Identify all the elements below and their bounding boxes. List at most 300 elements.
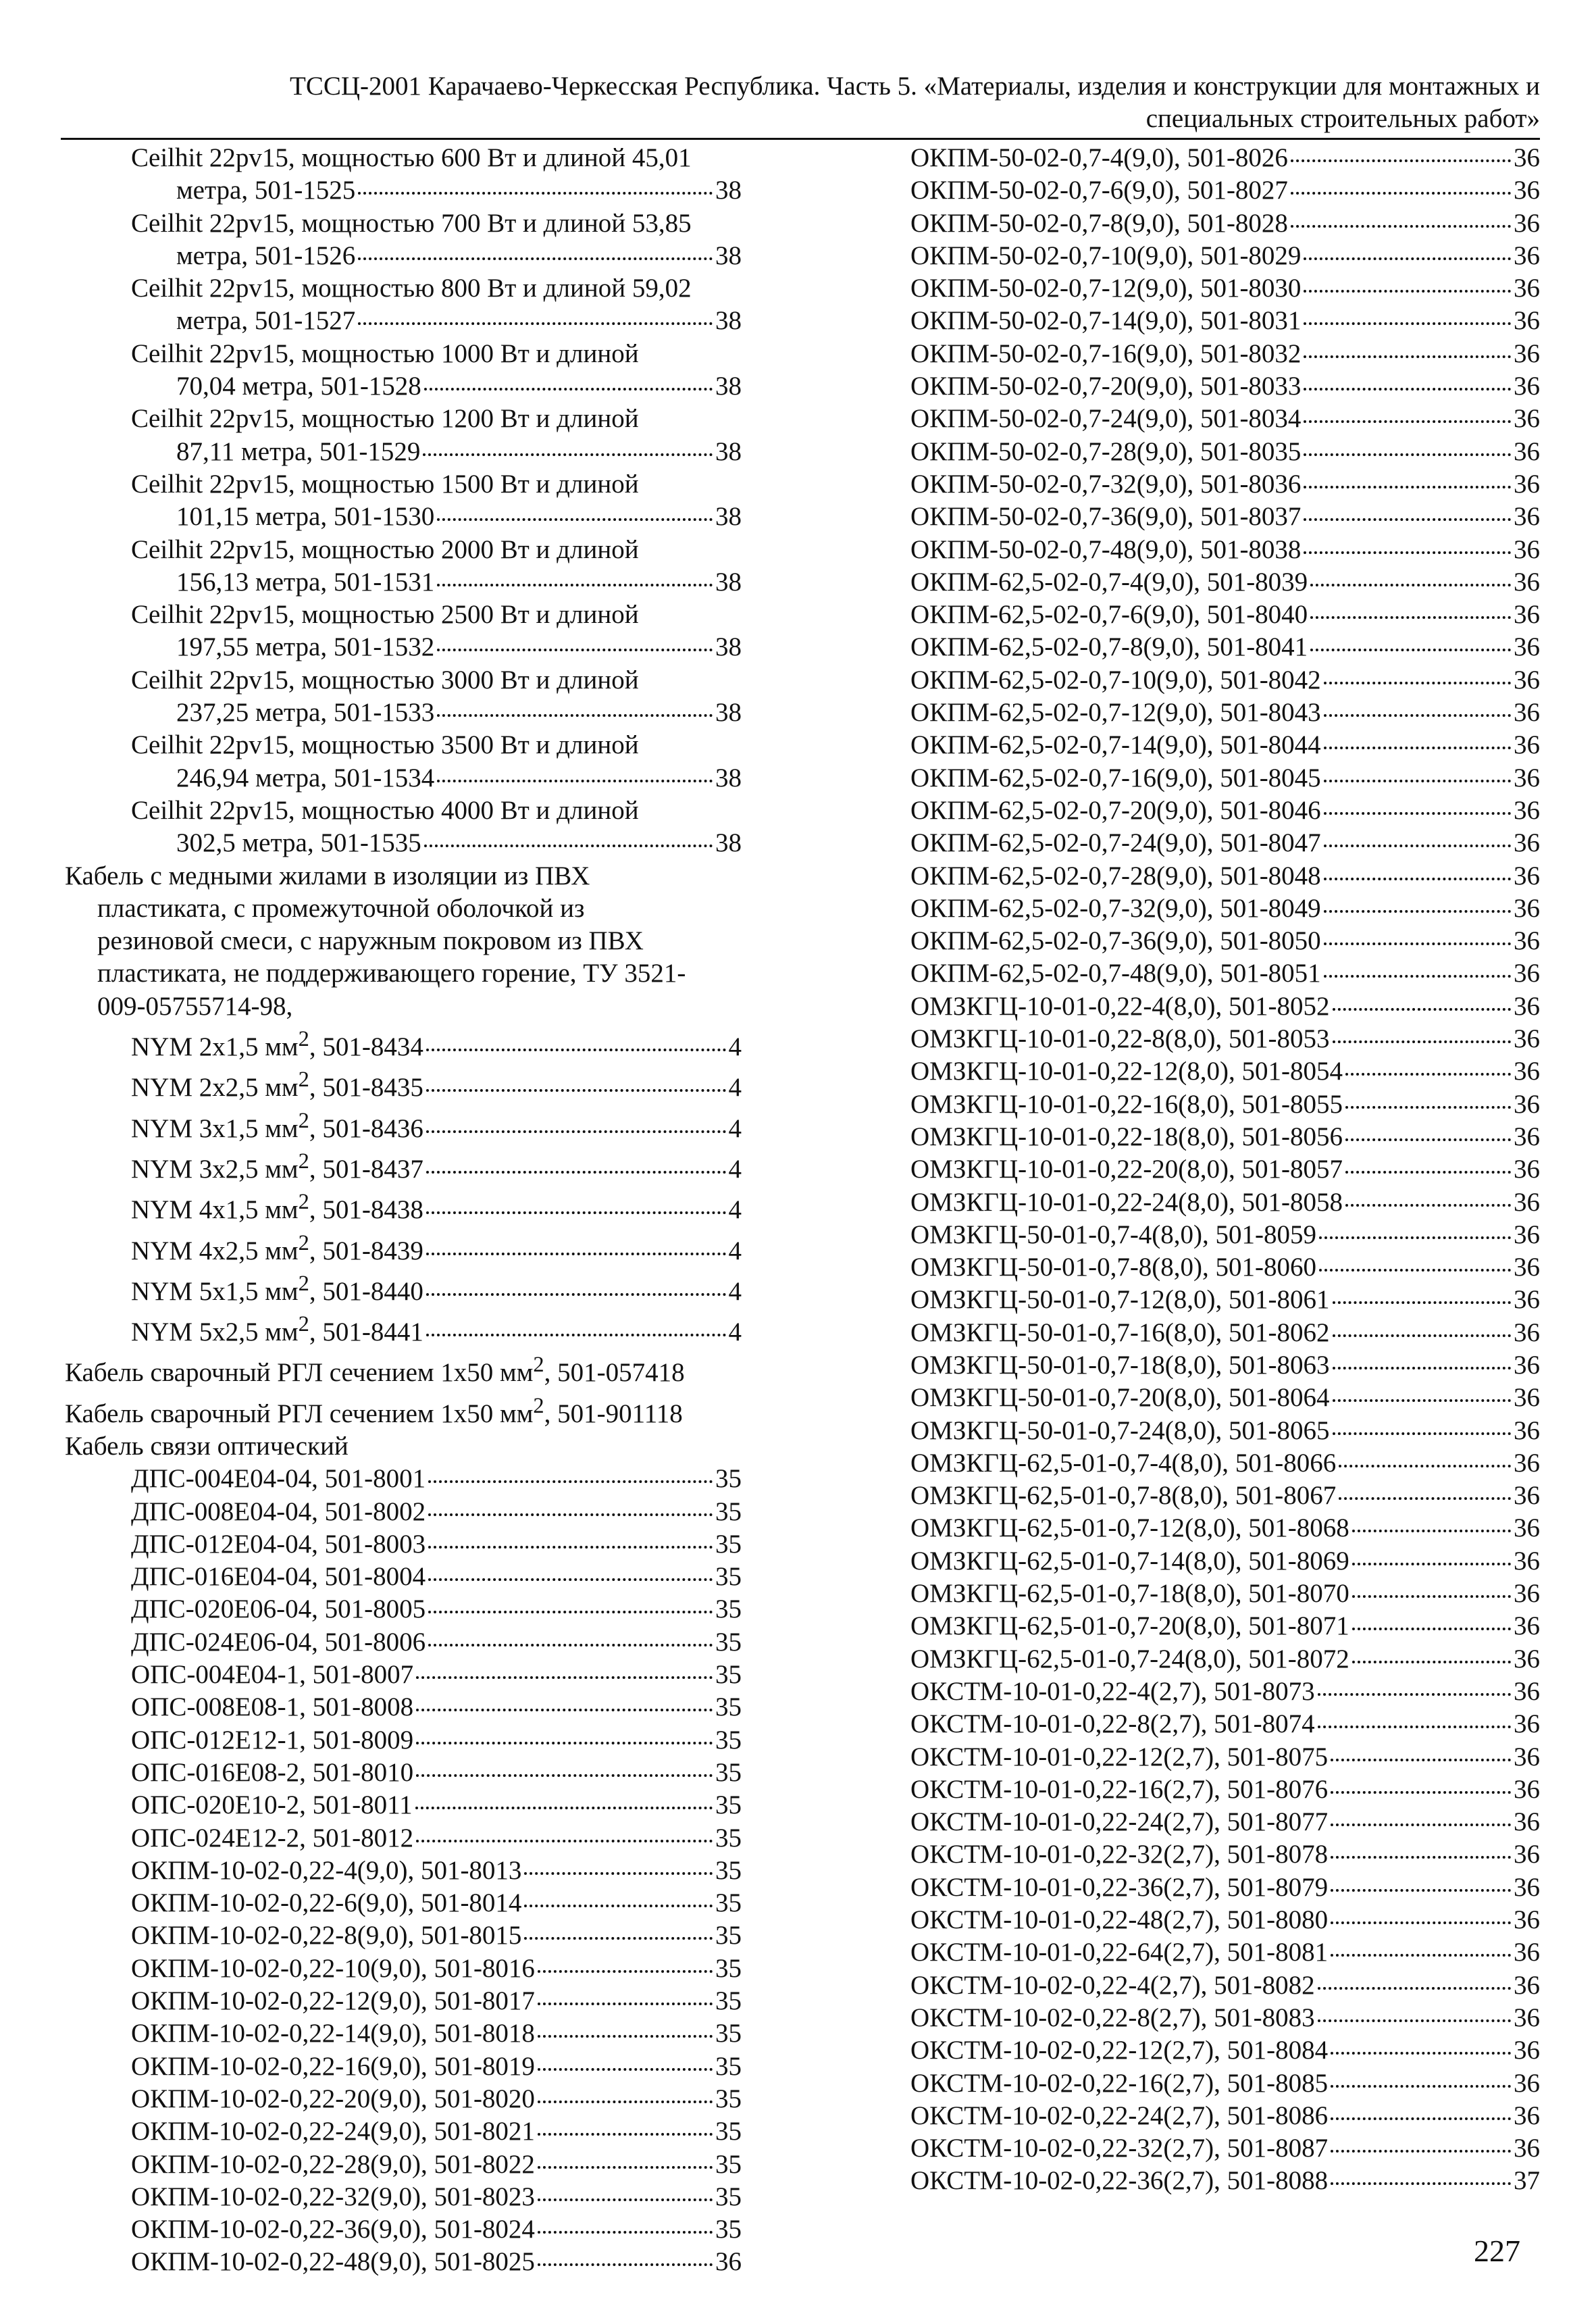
entry-page: 37 bbox=[1514, 2166, 1540, 2196]
entry-name bbox=[910, 207, 1288, 240]
entry-name bbox=[910, 599, 1308, 631]
entry-name-text: ОКПМ-50-02-0,7-28(9,0), 501-8035 bbox=[910, 436, 1302, 466]
entry-page: 35 bbox=[715, 2019, 742, 2048]
entry-name bbox=[910, 664, 1321, 697]
entry-name bbox=[131, 1822, 413, 1855]
entry-page: 36 bbox=[1514, 1024, 1540, 1054]
entry-name bbox=[910, 892, 1321, 925]
entry-page: 35 bbox=[715, 2051, 742, 2081]
entry-page: 36 bbox=[1514, 1057, 1540, 1086]
dot-leader bbox=[1310, 616, 1511, 619]
index-entry bbox=[65, 1626, 742, 1659]
page-header bbox=[61, 70, 1540, 135]
dot-leader bbox=[1345, 1171, 1511, 1174]
dot-leader bbox=[1291, 159, 1511, 162]
index-entry bbox=[910, 664, 1540, 697]
header-line-2: специальных строительных работ» bbox=[1145, 104, 1540, 133]
dot-leader bbox=[1324, 845, 1511, 847]
index-entry bbox=[910, 1969, 1540, 2002]
index-entry bbox=[910, 1741, 1540, 1774]
superscript: 2 bbox=[298, 1149, 309, 1174]
entry-name-text: ОКСТМ-10-02-0,22-24(2,7), 501-8086 bbox=[910, 2101, 1329, 2130]
entry-tail: 70,04 метра, 501-1528 bbox=[176, 372, 421, 401]
index-entry bbox=[910, 207, 1540, 240]
entry-tail: 237,25 метра, 501-1533 bbox=[176, 698, 435, 728]
entry-page: 36 bbox=[1514, 1415, 1540, 1445]
entry-text: Кабель сварочный РГЛ сечением 1x50 мм bbox=[65, 1358, 534, 1388]
index-entry bbox=[910, 860, 1540, 892]
entry-name-text: ОКСТМ-10-01-0,22-64(2,7), 501-8081 bbox=[910, 1938, 1329, 1967]
index-entry bbox=[65, 2246, 742, 2278]
entry-name-text: ОПС-016Е08-2, 501-8010 bbox=[131, 1757, 414, 1787]
entry-page: 36 bbox=[1514, 1285, 1540, 1315]
index-entry bbox=[910, 1676, 1540, 1708]
dot-leader bbox=[1304, 551, 1511, 554]
heading-line: 009-05755714-98, bbox=[97, 991, 293, 1021]
dot-leader bbox=[538, 2166, 713, 2169]
entry-name bbox=[910, 272, 1301, 305]
entry-name-text: ОКПМ-62,5-02-0,7-24(9,0), 501-8047 bbox=[910, 828, 1321, 858]
entry-page: 35 bbox=[715, 1823, 742, 1853]
entry-page: 36 bbox=[1514, 632, 1540, 662]
superscript: 2 bbox=[298, 1190, 309, 1215]
welding-entry-list bbox=[65, 1349, 742, 1430]
entry-page: 4 bbox=[728, 1113, 742, 1143]
entry-name-text: ОПС-012Е12-1, 501-8009 bbox=[131, 1725, 414, 1755]
entry-page: 36 bbox=[1514, 274, 1540, 303]
entry-name-text: ОКПМ-62,5-02-0,7-20(9,0), 501-8046 bbox=[910, 795, 1321, 825]
entry-page: 36 bbox=[1514, 1122, 1540, 1151]
entry-name-text: ОПС-008Е08-1, 501-8008 bbox=[131, 1692, 414, 1722]
dot-leader bbox=[437, 780, 713, 782]
entry-page: 36 bbox=[1514, 1513, 1540, 1543]
index-entry bbox=[65, 762, 742, 795]
entry-page: 36 bbox=[1514, 306, 1540, 336]
index-entry bbox=[910, 795, 1540, 827]
entry-name-text: ОМЗКГЦ-10-01-0,22-4(8,0), 501-8052 bbox=[910, 991, 1330, 1021]
dot-leader bbox=[538, 2003, 713, 2005]
entry-name bbox=[910, 1480, 1336, 1512]
entry-page: 38 bbox=[715, 567, 742, 597]
dot-leader bbox=[1304, 322, 1511, 325]
dot-leader bbox=[426, 1089, 726, 1092]
entry-name-text: ОКПМ-62,5-02-0,7-12(9,0), 501-8043 bbox=[910, 698, 1321, 728]
entry-name bbox=[131, 1023, 423, 1063]
index-entry bbox=[910, 174, 1540, 207]
entry-page: 36 bbox=[1514, 1481, 1540, 1511]
index-entry bbox=[65, 1267, 742, 1308]
entry-title: Ceilhit 22pv15, мощностью 1200 Вт и длиной bbox=[131, 404, 639, 434]
entry-name bbox=[131, 1789, 413, 1821]
entry-page: 4 bbox=[728, 1317, 742, 1347]
entry-page: 38 bbox=[715, 502, 742, 532]
entry-name-text: ОКПМ-50-02-0,7-48(9,0), 501-8038 bbox=[910, 534, 1302, 564]
entry-name bbox=[910, 1447, 1336, 1480]
entry-title: Ceilhit 22pv15, мощностью 2000 Вт и длиной bbox=[131, 534, 639, 564]
index-entry bbox=[65, 1822, 742, 1855]
entry-page: 36 bbox=[1514, 730, 1540, 760]
entry-page: 38 bbox=[715, 828, 742, 858]
dot-leader bbox=[1345, 1073, 1511, 1076]
entry-name bbox=[910, 468, 1301, 501]
entry-name bbox=[910, 174, 1288, 207]
entry-page: 36 bbox=[1514, 1676, 1540, 1706]
index-entry bbox=[910, 1415, 1540, 1447]
entry-page: 36 bbox=[1514, 1187, 1540, 1217]
index-entry bbox=[910, 1023, 1540, 1055]
index-entry bbox=[65, 305, 742, 337]
entry-page: 36 bbox=[1514, 1742, 1540, 1771]
page-number: 227 bbox=[1474, 2234, 1520, 2268]
entry-title: Ceilhit 22pv15, мощностью 1000 Вт и длиной bbox=[131, 338, 639, 368]
entry-page: 36 bbox=[1514, 893, 1540, 923]
entry-name-text: ОКПМ-10-02-0,22-16(9,0), 501-8019 bbox=[131, 2051, 535, 2081]
dot-leader bbox=[1331, 1759, 1511, 1761]
entry-name bbox=[910, 762, 1321, 795]
dot-leader bbox=[1324, 878, 1511, 880]
entry-name-text: ДПС-024Е06-04, 501-8006 bbox=[131, 1627, 426, 1657]
entry-name-text: NYM 3x2,5 мм bbox=[131, 1154, 299, 1184]
entry-page: 35 bbox=[715, 1562, 742, 1592]
entry-page: 36 bbox=[1514, 567, 1540, 597]
index-entry bbox=[65, 1724, 742, 1757]
dot-leader bbox=[1291, 192, 1511, 195]
entry-name-text: ОКСТМ-10-01-0,22-16(2,7), 501-8076 bbox=[910, 1774, 1329, 1804]
entry-name bbox=[910, 1415, 1330, 1447]
index-entry bbox=[910, 729, 1540, 761]
index-entry bbox=[65, 1757, 742, 1789]
ceilhit-entry-list bbox=[65, 142, 742, 860]
entry-page: 35 bbox=[715, 1790, 742, 1820]
entry-name bbox=[131, 1561, 426, 1593]
dot-leader bbox=[424, 388, 713, 391]
entry-page: 36 bbox=[1514, 2068, 1540, 2098]
dot-leader bbox=[1339, 1465, 1511, 1467]
entry-name-text: ОКСТМ-10-01-0,22-48(2,7), 501-8080 bbox=[910, 1905, 1329, 1935]
entry-name bbox=[910, 860, 1321, 892]
entry-name-text: ОПС-004Е04-1, 501-8007 bbox=[131, 1660, 414, 1690]
index-entry bbox=[910, 1774, 1540, 1806]
index-entry bbox=[910, 1545, 1540, 1578]
entry-name bbox=[131, 2246, 535, 2278]
entry-name-text: NYM 3x1,5 мм bbox=[131, 1113, 299, 1143]
entry-name-text: ОКПМ-50-02-0,7-10(9,0), 501-8029 bbox=[910, 241, 1302, 270]
entry-name-text: ОМЗКГЦ-62,5-01-0,7-20(8,0), 501-8071 bbox=[910, 1611, 1349, 1641]
index-entry bbox=[65, 174, 742, 207]
entry-name-text: ОМЗКГЦ-50-01-0,7-12(8,0), 501-8061 bbox=[910, 1285, 1330, 1315]
dot-leader bbox=[358, 322, 713, 325]
entry-name-text: ОКСТМ-10-01-0,22-24(2,7), 501-8077 bbox=[910, 1807, 1329, 1837]
index-right-column bbox=[910, 142, 1540, 2198]
entry-name-text: ОКПМ-10-02-0,22-36(9,0), 501-8024 bbox=[131, 2215, 535, 2244]
dot-leader bbox=[1331, 1823, 1511, 1826]
entry-name-text: ДПС-004Е04-04, 501-8001 bbox=[131, 1464, 426, 1494]
dot-leader bbox=[426, 1293, 726, 1296]
dot-leader bbox=[426, 1049, 726, 1051]
superscript: 2 bbox=[533, 1353, 544, 1378]
entry-name bbox=[176, 436, 420, 468]
index-entry bbox=[910, 2100, 1540, 2132]
entry-name-text: ОКПМ-10-02-0,22-10(9,0), 501-8016 bbox=[131, 1953, 535, 1983]
entry-page: 36 bbox=[1514, 1872, 1540, 1902]
entry-name bbox=[131, 1724, 413, 1757]
dot-leader bbox=[1331, 1889, 1511, 1892]
entry-page: 36 bbox=[1514, 1709, 1540, 1739]
cable-heading bbox=[65, 860, 742, 1023]
index-entry bbox=[910, 272, 1540, 305]
dot-leader bbox=[1333, 1334, 1511, 1337]
entry-page: 36 bbox=[1514, 600, 1540, 630]
entry-page: 38 bbox=[715, 372, 742, 401]
index-entry bbox=[910, 990, 1540, 1023]
entry-name-text: ОМЗКГЦ-10-01-0,22-24(8,0), 501-8058 bbox=[910, 1187, 1343, 1217]
dot-leader bbox=[437, 518, 713, 521]
entry-name bbox=[176, 762, 434, 795]
entry-name-text: ОМЗКГЦ-50-01-0,7-20(8,0), 501-8064 bbox=[910, 1383, 1330, 1413]
dot-leader bbox=[1324, 747, 1511, 749]
dot-leader bbox=[538, 1970, 713, 1973]
dot-leader bbox=[1331, 1791, 1511, 1794]
entry-name-text: ОМЗКГЦ-10-01-0,22-18(8,0), 501-8056 bbox=[910, 1122, 1343, 1151]
entry-page: 36 bbox=[1514, 436, 1540, 466]
entry-page: 36 bbox=[1514, 1905, 1540, 1935]
index-entry bbox=[910, 957, 1540, 990]
entry-name-text: ОКСТМ-10-02-0,22-8(2,7), 501-8083 bbox=[910, 2003, 1315, 2032]
entry-page: 36 bbox=[1514, 795, 1540, 825]
index-entry bbox=[910, 1806, 1540, 1838]
entry-name bbox=[910, 338, 1301, 370]
index-entry bbox=[910, 1838, 1540, 1871]
entry-page: 36 bbox=[1514, 404, 1540, 434]
heading-line: пластиката, с промежуточной оболочкой из bbox=[97, 893, 585, 923]
index-entry bbox=[910, 631, 1540, 663]
dot-leader bbox=[415, 1807, 713, 1809]
entry-name bbox=[131, 1985, 535, 2017]
entry-page: 36 bbox=[1514, 763, 1540, 793]
entry-name bbox=[131, 1919, 521, 1952]
dot-leader bbox=[428, 1611, 713, 1613]
entry-title: Ceilhit 22pv15, мощностью 4000 Вт и длиной bbox=[131, 795, 639, 825]
entry-name bbox=[910, 1284, 1330, 1316]
entry-name-text: ОМЗКГЦ-62,5-01-0,7-14(8,0), 501-8069 bbox=[910, 1546, 1349, 1576]
index-entry bbox=[65, 631, 742, 663]
entry-name bbox=[176, 501, 434, 533]
index-entry bbox=[65, 2181, 742, 2213]
index-entry bbox=[910, 1317, 1540, 1349]
entry-page: 36 bbox=[1514, 208, 1540, 238]
dot-leader bbox=[1333, 1008, 1511, 1011]
entry-name bbox=[131, 1227, 423, 1267]
index-entry bbox=[65, 240, 742, 272]
entry-name bbox=[910, 1578, 1349, 1610]
entry-code: , 501-8441 bbox=[309, 1317, 423, 1347]
entry-name-text: ОКСТМ-10-02-0,22-12(2,7), 501-8084 bbox=[910, 2036, 1329, 2065]
entry-page: 35 bbox=[715, 1692, 742, 1722]
entry-page: 4 bbox=[728, 1236, 742, 1265]
index-entry bbox=[910, 1284, 1540, 1316]
index-entry bbox=[910, 762, 1540, 795]
entry-name-text: ДПС-008Е04-04, 501-8002 bbox=[131, 1496, 426, 1526]
entry-title: Ceilhit 22pv15, мощностью 1500 Вт и длиной bbox=[131, 469, 639, 499]
superscript: 2 bbox=[298, 1312, 309, 1337]
entry-code: , 501-8436 bbox=[309, 1113, 423, 1143]
dot-leader bbox=[1319, 1269, 1511, 1272]
entry-name-text: NYM 5x1,5 мм bbox=[131, 1276, 299, 1306]
superscript: 2 bbox=[298, 1027, 309, 1052]
entry-name-text: ОКПМ-10-02-0,22-4(9,0), 501-8013 bbox=[131, 1855, 522, 1885]
entry-name-text: ОКПМ-50-02-0,7-12(9,0), 501-8030 bbox=[910, 274, 1302, 303]
entry-name bbox=[131, 1593, 426, 1626]
index-entry bbox=[65, 1887, 742, 1919]
entry-page: 36 bbox=[1514, 1089, 1540, 1119]
entry-name bbox=[131, 1659, 413, 1691]
dot-leader bbox=[1352, 1530, 1511, 1532]
index-entry bbox=[910, 1610, 1540, 1642]
entry-page: 36 bbox=[1514, 469, 1540, 499]
index-entry bbox=[65, 697, 742, 729]
dot-leader bbox=[1345, 1204, 1511, 1207]
entry-page: 35 bbox=[715, 1627, 742, 1657]
nym-entry-list bbox=[65, 1023, 742, 1349]
entry-name bbox=[131, 1757, 413, 1789]
entry-name bbox=[910, 1186, 1343, 1219]
index-entry bbox=[65, 566, 742, 599]
dot-leader bbox=[428, 1578, 713, 1581]
dot-leader bbox=[1304, 518, 1511, 521]
welding-entry bbox=[65, 1349, 742, 1389]
index-entry bbox=[910, 1251, 1540, 1284]
entry-page: 36 bbox=[715, 2247, 742, 2277]
dot-leader bbox=[1310, 649, 1511, 651]
entry-name bbox=[910, 2034, 1328, 2067]
entry-name bbox=[131, 2115, 535, 2148]
entry-name bbox=[131, 1145, 423, 1186]
entry-page: 35 bbox=[715, 1529, 742, 1559]
entry-name bbox=[910, 795, 1321, 827]
index-entry bbox=[910, 1643, 1540, 1676]
index-entry bbox=[65, 370, 742, 403]
dot-leader bbox=[426, 1253, 726, 1255]
entry-name bbox=[131, 2213, 535, 2246]
entry-name-text: ОМЗКГЦ-62,5-01-0,7-4(8,0), 501-8066 bbox=[910, 1448, 1337, 1478]
index-entry bbox=[65, 1463, 742, 1495]
entry-name-text: ОКПМ-62,5-02-0,7-14(9,0), 501-8044 bbox=[910, 730, 1321, 760]
entry-name bbox=[910, 697, 1321, 729]
index-entry bbox=[910, 501, 1540, 533]
entry-name bbox=[910, 2165, 1328, 2197]
entry-tail: метра, 501-1525 bbox=[176, 176, 356, 205]
entry-name bbox=[910, 501, 1301, 533]
entry-name-text: ОКПМ-62,5-02-0,7-28(9,0), 501-8048 bbox=[910, 861, 1321, 890]
entry-page: 36 bbox=[1514, 372, 1540, 401]
superscript: 2 bbox=[298, 1230, 309, 1255]
index-entry bbox=[910, 925, 1540, 957]
entry-name bbox=[910, 1219, 1316, 1251]
entry-name-text: ОМЗКГЦ-62,5-01-0,7-24(8,0), 501-8072 bbox=[910, 1644, 1349, 1674]
entry-name bbox=[131, 2017, 535, 2050]
entry-page: 36 bbox=[1514, 2101, 1540, 2130]
index-entry bbox=[65, 1953, 742, 1985]
entry-page: 36 bbox=[1514, 1970, 1540, 2000]
index-entry bbox=[910, 1121, 1540, 1153]
entry-name-text: ДПС-016Е04-04, 501-8004 bbox=[131, 1562, 426, 1592]
dot-leader bbox=[416, 1774, 713, 1777]
dot-leader bbox=[426, 1334, 726, 1336]
entry-page: 38 bbox=[715, 306, 742, 336]
index-entry bbox=[910, 1578, 1540, 1610]
index-entry bbox=[910, 2067, 1540, 2100]
entry-page: 35 bbox=[715, 1855, 742, 1885]
entry-page: 36 bbox=[1514, 959, 1540, 988]
entry-name-text: ОКСТМ-10-01-0,22-12(2,7), 501-8075 bbox=[910, 1742, 1329, 1771]
entry-page: 36 bbox=[1514, 1350, 1540, 1380]
index-entry bbox=[910, 566, 1540, 599]
entry-page: 35 bbox=[715, 2215, 742, 2244]
index-entry bbox=[910, 1708, 1540, 1740]
dot-leader bbox=[524, 1937, 713, 1940]
entry-code: , 501-8440 bbox=[309, 1276, 423, 1306]
entry-name-text: ОКСТМ-10-02-0,22-4(2,7), 501-8082 bbox=[910, 1970, 1315, 2000]
entry-name-text: ОКПМ-62,5-02-0,7-6(9,0), 501-8040 bbox=[910, 600, 1308, 630]
index-entry bbox=[65, 1691, 742, 1724]
header-line-1: ТССЦ-2001 Карачаево-Черкесская Республика. Часть 5. «Материалы, изделия и конструкции для монтажных и bbox=[290, 72, 1540, 101]
entry-name bbox=[910, 534, 1301, 566]
entry-tail: 246,94 метра, 501-1534 bbox=[176, 763, 435, 793]
entry-name-text: ОКПМ-50-02-0,7-24(9,0), 501-8034 bbox=[910, 404, 1302, 434]
entry-name bbox=[176, 370, 421, 403]
entry-name-text: ОКПМ-62,5-02-0,7-16(9,0), 501-8045 bbox=[910, 763, 1321, 793]
dot-leader bbox=[1304, 420, 1511, 423]
index-entry bbox=[65, 1593, 742, 1626]
entry-tail: 101,15 метра, 501-1530 bbox=[176, 502, 435, 532]
entry-name bbox=[176, 566, 434, 599]
entry-page: 36 bbox=[1514, 1774, 1540, 1804]
entry-page: 35 bbox=[715, 1594, 742, 1624]
entry-name-text: ОПС-024Е12-2, 501-8012 bbox=[131, 1823, 414, 1853]
dot-leader bbox=[1324, 975, 1511, 978]
index-entry bbox=[65, 1985, 742, 2017]
dot-leader bbox=[1304, 290, 1511, 293]
dot-leader bbox=[358, 192, 713, 195]
dot-leader bbox=[1352, 1563, 1511, 1565]
dot-leader bbox=[1304, 355, 1511, 358]
entry-name bbox=[910, 1251, 1316, 1284]
entry-name bbox=[910, 1088, 1343, 1121]
entry-name bbox=[910, 403, 1301, 435]
entry-page: 35 bbox=[715, 1953, 742, 1983]
entry-name bbox=[131, 1186, 423, 1226]
entry-name-text: NYM 4x1,5 мм bbox=[131, 1195, 299, 1225]
index-entry bbox=[910, 240, 1540, 272]
entry-tail: 197,55 метра, 501-1532 bbox=[176, 632, 435, 662]
index-entry bbox=[910, 1088, 1540, 1121]
index-entry bbox=[910, 599, 1540, 631]
dot-leader bbox=[538, 2068, 713, 2071]
dot-leader bbox=[1331, 1856, 1511, 1859]
entry-name-text: ОКПМ-50-02-0,7-16(9,0), 501-8032 bbox=[910, 338, 1302, 368]
welding-entry bbox=[65, 1390, 742, 1430]
entry-name-text: ОКПМ-50-02-0,7-20(9,0), 501-8033 bbox=[910, 372, 1302, 401]
entry-page: 36 bbox=[1514, 2134, 1540, 2163]
entry-name bbox=[910, 1610, 1349, 1642]
dot-leader bbox=[1324, 714, 1511, 717]
dot-leader bbox=[1319, 1236, 1511, 1239]
entry-name bbox=[910, 990, 1330, 1023]
index-entry bbox=[65, 2148, 742, 2181]
entry-tail: 87,11 метра, 501-1529 bbox=[176, 436, 421, 466]
index-entry bbox=[65, 2213, 742, 2246]
entry-name bbox=[910, 2100, 1328, 2132]
